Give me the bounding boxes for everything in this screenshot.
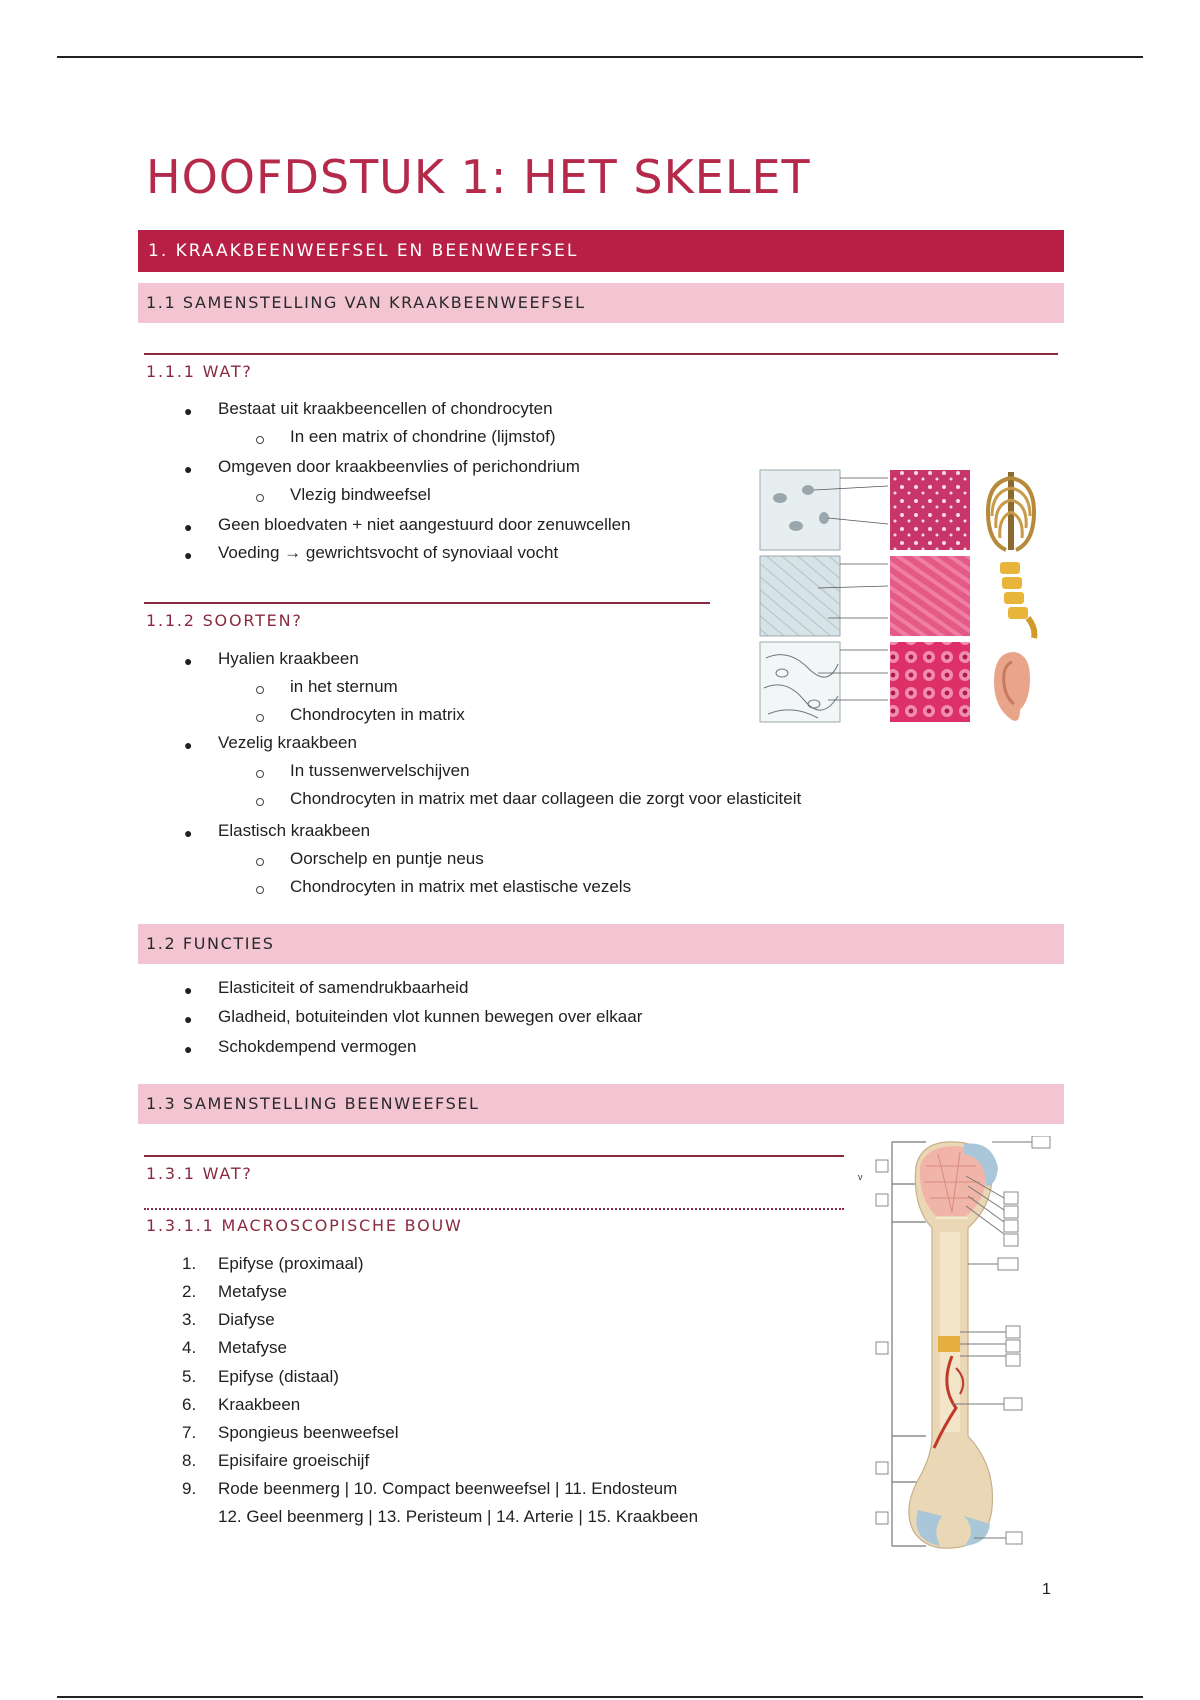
list-item: In tussenwervelschijven: [290, 761, 470, 780]
list-number: 7.: [182, 1423, 197, 1442]
list-item: Spongieus beenweefsel: [218, 1423, 399, 1442]
sub-bullet: [256, 770, 264, 778]
list-item: Vlezig bindweefsel: [290, 485, 431, 504]
list-number: 4.: [182, 1338, 197, 1357]
list-number: 1.: [182, 1254, 197, 1273]
list-item: In een matrix of chondrine (lijmstof): [290, 427, 556, 446]
bullet: ●: [184, 1041, 193, 1057]
bullet: ●: [184, 519, 193, 535]
sub-bullet: [256, 494, 264, 502]
subsection-1-1-2-heading: 1.1.2 SOORTEN?: [146, 611, 303, 630]
section-1-heading: 1. KRAAKBEENWEEFSEL EN BEENWEEFSEL: [138, 230, 1064, 272]
list-item: Geen bloedvaten + niet aangestuurd door zenuwcellen: [218, 515, 631, 534]
subsection-rule: [144, 1155, 844, 1157]
list-item: Bestaat uit kraakbeencellen of chondrocyten: [218, 399, 553, 418]
list-item: 12. Geel beenmerg | 13. Peristeum | 14. Arterie | 15. Kraakbeen: [218, 1507, 699, 1526]
page-top-rule: [57, 56, 1143, 58]
list-item: Episifaire groeischijf: [218, 1451, 370, 1470]
sub-bullet: [256, 714, 264, 722]
section-1-3-heading: 1.3 SAMENSTELLING BEENWEEFSEL: [138, 1084, 1064, 1124]
list-item: Elastisch kraakbeen: [218, 821, 371, 840]
list-item: Diafyse: [218, 1310, 275, 1329]
list-item: Metafyse: [218, 1338, 287, 1357]
bullet: ●: [184, 547, 193, 563]
bullet: ●: [184, 982, 193, 998]
subsubsection-rule: [144, 1208, 844, 1210]
page-number: 1: [1042, 1581, 1051, 1598]
subsection-1-1-1-heading: 1.1.1 WAT?: [146, 362, 253, 381]
list-item: Vezelig kraakbeen: [218, 733, 357, 752]
svg-text:v: v: [858, 1172, 863, 1182]
page-bottom-rule: [57, 1696, 1143, 1698]
list-item: in het sternum: [290, 677, 398, 696]
sub-bullet: [256, 436, 264, 444]
sub-bullet: [256, 886, 264, 894]
list-item: Voeding → gewrichtsvocht of synoviaal vocht: [218, 543, 559, 562]
list-item: Chondrocyten in matrix: [290, 705, 465, 724]
list-item: Metafyse: [218, 1282, 287, 1301]
page-title: HOOFDSTUK 1: HET SKELET: [146, 150, 811, 204]
bullet: ●: [184, 653, 193, 669]
bullet: ●: [184, 461, 193, 477]
sub-bullet: [256, 798, 264, 806]
section-1-2-heading: 1.2 FUNCTIES: [138, 924, 1064, 964]
sub-bullet: [256, 686, 264, 694]
bullet: ●: [184, 737, 193, 753]
subsection-1-3-1-heading: 1.3.1 WAT?: [146, 1164, 253, 1183]
list-item: Rode beenmerg | 10. Compact beenweefsel | 11. Endosteum: [218, 1479, 678, 1498]
list-item: Oorschelp en puntje neus: [290, 849, 484, 868]
list-number: 6.: [182, 1395, 197, 1414]
subsection-rule: [144, 353, 1058, 355]
subsection-rule: [144, 602, 710, 604]
list-item: Kraakbeen: [218, 1395, 301, 1414]
sub-bullet: [256, 858, 264, 866]
list-item: Elasticiteit of samendrukbaarheid: [218, 978, 469, 997]
list-item: Omgeven door kraakbeenvlies of perichondrium: [218, 457, 580, 476]
list-number: 5.: [182, 1367, 197, 1386]
list-item: Epifyse (distaal): [218, 1367, 339, 1386]
list-item: Chondrocyten in matrix met daar collageen die zorgt voor elasticiteit: [290, 789, 802, 808]
list-item: Gladheid, botuiteinden vlot kunnen bewegen over elkaar: [218, 1007, 643, 1026]
bullet: ●: [184, 1011, 193, 1027]
section-1-1-heading: 1.1 SAMENSTELLING VAN KRAAKBEENWEEFSEL: [138, 283, 1064, 323]
list-number: 9.: [182, 1479, 197, 1498]
list-item: Hyalien kraakbeen: [218, 649, 359, 668]
list-item: Chondrocyten in matrix met elastische vezels: [290, 877, 632, 896]
bullet: ●: [184, 825, 193, 841]
cartilage-types-figure: [758, 468, 1046, 728]
list-item: Schokdempend vermogen: [218, 1037, 417, 1056]
list-number: 2.: [182, 1282, 197, 1301]
list-number: 3.: [182, 1310, 197, 1329]
long-bone-figure: [856, 1136, 1068, 1554]
list-item: Epifyse (proximaal): [218, 1254, 364, 1273]
bullet: ●: [184, 403, 193, 419]
subsection-1-3-1-1-heading: 1.3.1.1 MACROSCOPISCHE BOUW: [146, 1216, 463, 1235]
list-number: 8.: [182, 1451, 197, 1470]
